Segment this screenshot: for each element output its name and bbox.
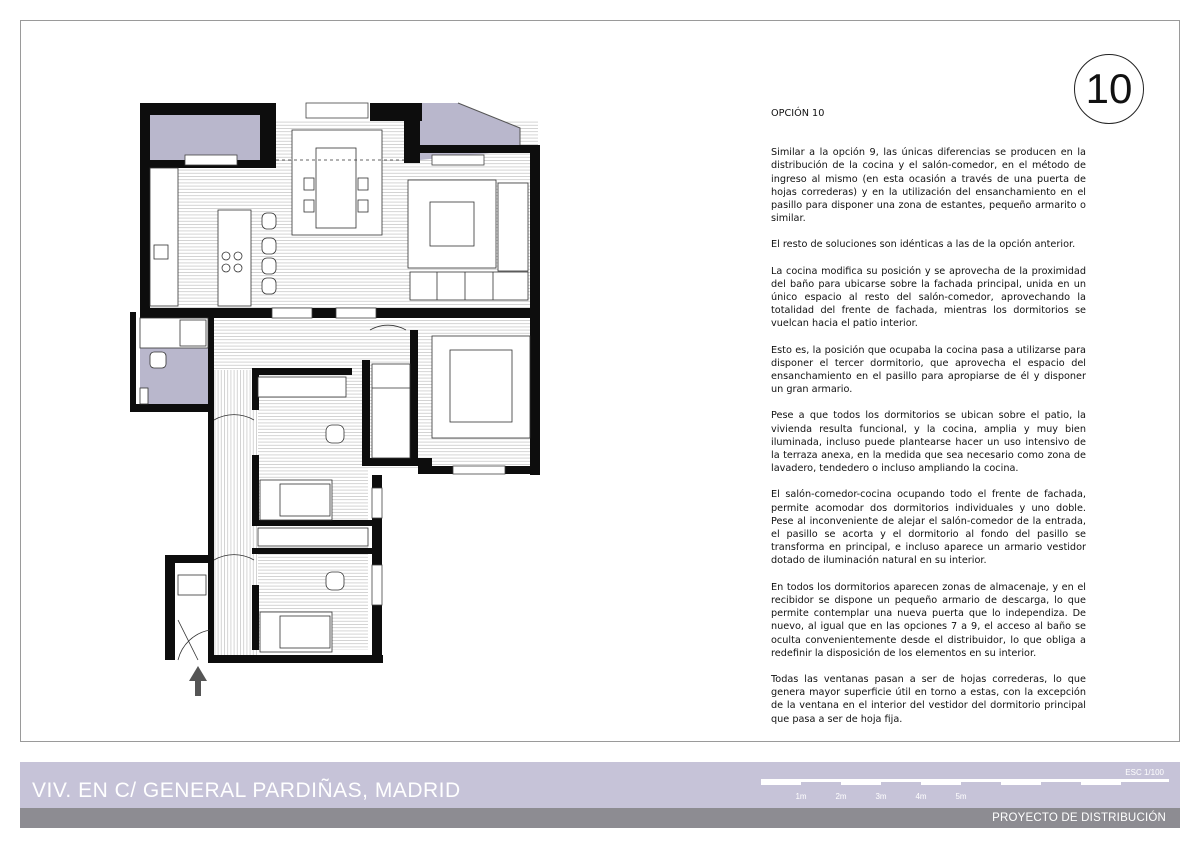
subtitle-band xyxy=(20,808,1180,828)
description-paragraph: La cocina modifica su posición y se aprovecha de la proximidad del baño para ubicarse sobre la fachada principal, unida en un único espacio al resto del salón-comedor, aprovechando la totalidad del frente de fachada, mientras los dormitorios se vuelcan hacia el patio interior. xyxy=(771,265,1086,330)
entrance-arrow-icon xyxy=(189,666,207,696)
project-subtitle: PROYECTO DE DISTRIBUCIÓN xyxy=(992,812,1166,824)
description-column xyxy=(771,107,1086,739)
title-band xyxy=(20,762,1180,808)
scale-bar xyxy=(761,779,1169,805)
description-title: OPCIÓN 10 xyxy=(771,108,825,119)
scale-tick-label: 3m xyxy=(875,792,887,801)
floor-plan xyxy=(130,95,550,705)
description-paragraph: Pese a que todos los dormitorios se ubican sobre el patio, la vivienda resulta funcional, y la cocina, amplia y muy bien iluminada, incluso puede plantearse hacer un uso intensivo de la terraza anexa, en la medida que sea necesario como zona de lavadero, tendedero o incluso ampliando la cocina. xyxy=(771,410,1086,475)
description-paragraph: El salón-comedor-cocina ocupando todo el frente de fachada, permite acomodar dos dormitorios individuales y uno doble. Pese al inconveniente de alejar el salón-comedor de la entrada, el pasillo se acorta y el dormitorio al fondo del pasillo se transforma en principal, e incluso aparece un armario vestidor dotado de iluminación natural en su interior. xyxy=(771,489,1086,567)
project-title: VIV. EN C/ GENERAL PARDIÑAS, MADRID xyxy=(32,779,461,802)
description-paragraph: En todos los dormitorios aparecen zonas de almacenaje, y en el recibidor se dispone un pequeño armario de descarga, lo que permite contemplar una nueva puerta que lo independiza. De nuevo, al igual que en las opciones 7 a 9, el acceso al baño se oculta convenientemente desde el distribuidor, lo que obliga a redefinir la disposición de los elementos en su interior. xyxy=(771,581,1086,659)
scale-tick-label: 2m xyxy=(835,792,847,801)
option-number-badge: 10 xyxy=(1074,54,1144,124)
description-paragraph: Esto es, la posición que ocupaba la cocina pasa a utilizarse para disponer el tercer dormitorio, que aprovecha el espacio del ensanchamiento en el pasillo para apropiarse de él y disponer un gran armario. xyxy=(771,344,1086,396)
scale-tick-label: 1m xyxy=(795,792,807,801)
scale-tick-label: 4m xyxy=(915,792,927,801)
scale-label: ESC 1/100 xyxy=(1125,768,1164,777)
scale-tick-label: 5m xyxy=(955,792,967,801)
description-paragraph: Similar a la opción 9, las únicas diferencias se producen en la distribución de la cocina y el salón-comedor, en el método de ingreso al mismo (en esta ocasión a través de una puerta de hojas correderas) y en la utilización del ensanchamiento en el pasillo para disponer una zona de estantes, pequeño armarito o similar. xyxy=(771,147,1086,225)
living-area xyxy=(408,180,528,300)
description-paragraph: El resto de soluciones son idénticas a las de la opción anterior. xyxy=(771,239,1076,251)
description-paragraph: Todas las ventanas pasan a ser de hojas correderas, lo que genera mayor superficie útil en torno a estas, con la excepción de la ventana en el interior del vestidor del dormitorio principal que pasa a ser de hoja fija. xyxy=(771,673,1086,725)
